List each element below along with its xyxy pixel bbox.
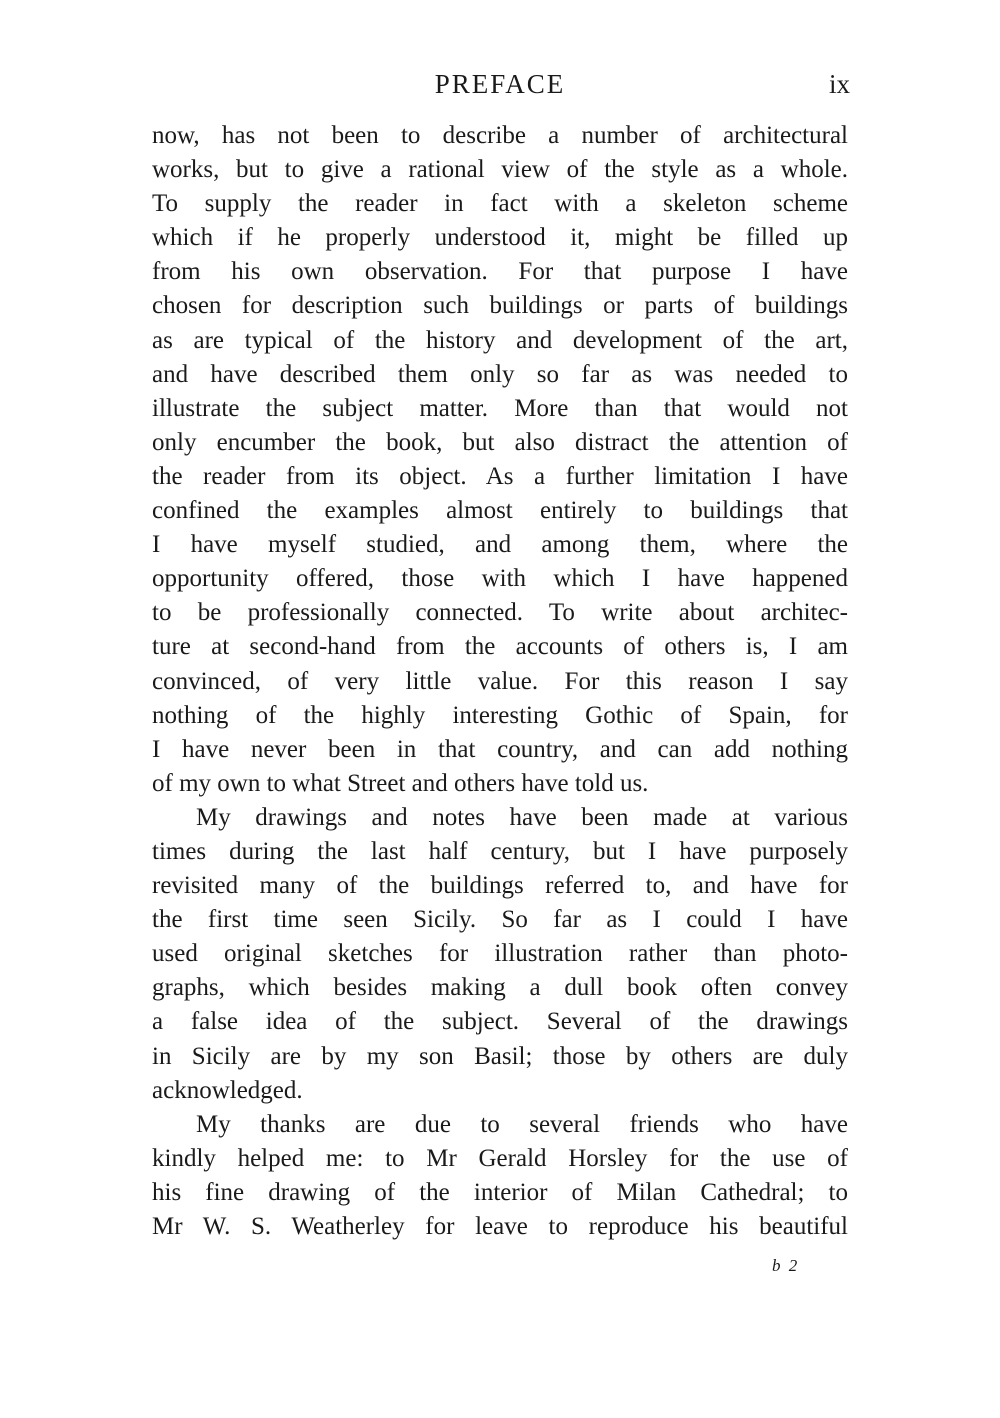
text-line: which if he properly understood it, might be filled up xyxy=(152,224,848,252)
text-line: his fine drawing of the interior of Milan Cathedral; to xyxy=(152,1178,848,1206)
text-line: opportunity offered, those with which I have happened xyxy=(152,565,848,593)
text-line: and have described them only so far as was needed to xyxy=(152,360,848,388)
text-line: chosen for description such buildings or parts of buildings xyxy=(152,292,848,320)
text-line: works, but to give a rational view of the style as a whole. xyxy=(152,156,848,184)
text-line: only encumber the book, but also distract the attention of xyxy=(152,428,848,456)
text-line: revisited many of the buildings referred to, and have for xyxy=(152,872,848,900)
text-line: graphs, which besides making a dull book often convey xyxy=(152,974,848,1002)
text-line: I have never been in that country, and can add nothing xyxy=(152,735,848,763)
text-line: Mr W. S. Weatherley for leave to reproduce his beautiful xyxy=(152,1213,848,1240)
text-line: the reader from its object. As a further limitation I have xyxy=(152,462,848,490)
text-line: confined the examples almost entirely to buildings that xyxy=(152,497,848,525)
text-line: a false idea of the subject. Several of the drawings xyxy=(152,1008,848,1036)
text-line: nothing of the highly interesting Gothic of Spain, for xyxy=(152,701,848,729)
text-line: I have myself studied, and among them, where the xyxy=(152,531,848,559)
paragraph-start-line: My drawings and notes have been made at various xyxy=(196,803,848,831)
text-line: To supply the reader in fact with a skeleton scheme xyxy=(152,190,848,218)
text-line: from his own observation. For that purpose I have xyxy=(152,258,848,286)
paragraph-end-line: acknowledged. xyxy=(152,1076,303,1104)
text-line: ture at second-hand from the accounts of others is, I am xyxy=(152,633,848,661)
text-line: illustrate the subject matter. More than that would not xyxy=(152,394,848,422)
body-text xyxy=(152,119,848,1244)
text-line: now, has not been to describe a number of architectural xyxy=(152,122,848,149)
text-line: times during the last half century, but I have purposely xyxy=(152,837,848,865)
page-number: ix xyxy=(828,69,850,99)
text-line: kindly helped me: to Mr Gerald Horsley for the use of xyxy=(152,1144,848,1172)
text-line: the first time seen Sicily. So far as I could I have xyxy=(152,906,848,934)
text-line: used original sketches for illustration rather than photo- xyxy=(152,940,848,968)
signature-mark: b 2 xyxy=(772,1256,800,1275)
paragraph-end-line: of my own to what Street and others have told us. xyxy=(152,769,649,797)
running-head xyxy=(150,66,850,102)
text-line: as are typical of the history and development of the art, xyxy=(152,326,848,354)
text-line: in Sicily are by my son Basil; those by others are duly xyxy=(152,1042,848,1070)
page-title: PREFACE xyxy=(434,69,566,99)
text-line: to be professionally connected. To write about architec- xyxy=(152,599,848,627)
text-line: convinced, of very little value. For this reason I say xyxy=(152,667,848,695)
paragraph-start-line: My thanks are due to several friends who have xyxy=(196,1110,848,1138)
